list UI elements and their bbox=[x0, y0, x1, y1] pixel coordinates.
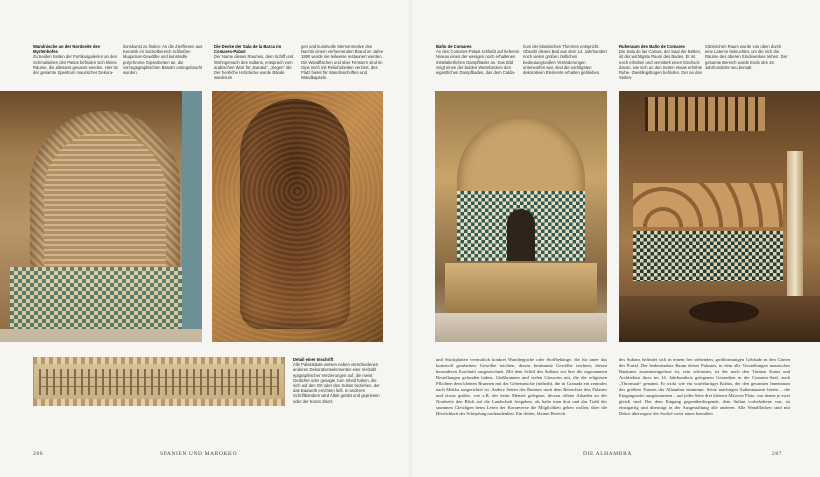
caption-title: Wandnische an der Nordseite des Myrtenhofes bbox=[33, 44, 101, 55]
caption-rest-room-continued bbox=[705, 44, 789, 88]
caption-title: Baño de Comares bbox=[436, 44, 472, 49]
body-text-column-2: des Sultans befindet sich in einem frei stehenden, großformatigen Gebäude in den Gärten des Portal. Der bedeutendste Raum dieses Palastes, in dem alle Vorstellungen maurischer Baukunst zusammengefasst ist, sein schönstes, ist der nach den Türmen Kunst und Architektur ihres im 14. Jahrhunderts gelegenen Gesandten in der Comares-Saal, auch „Thronsaal“ genannt. Er wirkt wie ein würfelartiger Kubus, der den gesamten Innenraum des größten Turmes der Alhambra einnimmt. Seine mächtigen Außenmauern bieten – die Eingangsseite ausgenommen – auf jeder Seite drei kleinen Alkoven Platz, von denen je zwei gleich sind. Der dem Eingang gegenüberliegende, dem Sultan vorbehaltene war, ist einzigartig und überträgt in der Ausgestaltung alle anderen. Alle Wandflächen sind mit Dekor überzogen: der Sockel weist einen bemalten bbox=[619, 357, 790, 416]
caption-text: An den Comares-Palast schließt auf tieferem Niveau eines der wenigen noch erhaltenen mittelalterlichen Dampfbäder an. Das Bild zeigt einen der beiden Warmbecken des eigentlichen Dampfbades, das dem Calda- bbox=[436, 49, 520, 76]
photo-tile-dado bbox=[10, 267, 192, 337]
caption-text: Zu beiden Seiten der Portikusgalerien an den Schmalseiten des Patios befinden sich kleine Räume, die allesamt genannt werden. Hier ist der gesamte Spektrum maurischer Dekora- bbox=[33, 54, 118, 76]
photo-rest-room bbox=[619, 91, 820, 342]
photo-upper-gallery bbox=[645, 97, 765, 131]
caption-rest-room bbox=[619, 44, 703, 88]
caption-inscription bbox=[293, 357, 383, 417]
caption-text: Der Name dieses Raumes, dem Schiff und Wohngemach des Sultans, entsprach vom arabischen Wort für „Baraka“, „Segen“ die Der herrliche Holzdecke wurde Bände wiederum bbox=[214, 54, 294, 81]
caption-wall-niche-continued bbox=[123, 44, 207, 88]
photo-muqarnas bbox=[44, 131, 166, 281]
photo-arcade bbox=[633, 183, 783, 227]
caption-wall-niche bbox=[33, 44, 121, 88]
caption-title: Ruheraum des Baño de Comares bbox=[619, 44, 685, 49]
photo-arabic-script bbox=[39, 369, 279, 395]
book-gutter bbox=[409, 0, 412, 477]
photo-wall-niche bbox=[0, 91, 202, 342]
running-head-right: DIE ALHAMBRA bbox=[583, 451, 632, 457]
caption-text: Alle Palastsäale weisen neben verschiedenen anderen Dekorationselementen eine Vielzahl epigraphischer Verzierungen auf, die meist Gedichte oder gesagte zum Inhalt haben, die sich auf den Ort oder den Sultan beziehen, der das Bauwerk errichten ließ. In anderen Schriftbändern wird Allah gelobt und gepriesen oder der Koran zitiert. bbox=[293, 362, 380, 404]
body-text-column-1: und Stuckplatten vermutlich konkret Wandteppiche oder Stoffbehänge, die für unter das kunstvoll gearbeitete Gewölbe reichten, diesen bestimmte Gewölbe reichten; diesen besonderen Zuschnitt ausgezeichnet. Mit dem Schiff des Sultans wir hier die sogenannten Bestellungen gefunden haben, Gießbrunnen und vielen Glaswein mit, die die religiösen Pflichten dem kleinen Brunnen mit der Gebetsnische (mihrab), die in Granada ein zentrales nach Mekka ausgerichtet ist. Andere Seiten des Raumes nach dem Betrachter den Palastes und etwas größer, wie z.B. der beim Menzel gelegene, dessen offene Arkaden an der Nordseite den Blick auf die Landschaft freigeben, als hafte man dort und das Trahl der stummen Gleichgen beim Lesen der Koranverse die Möglichkeit geben wollen, über die Herrlichkeit der Schöpfung nachzudenken. Ein dritter, kleiner Bereich bbox=[436, 357, 607, 416]
photo-boat-hall-ceiling bbox=[212, 91, 383, 342]
photo-fountain bbox=[689, 301, 759, 323]
page-number-right: 287 bbox=[772, 451, 783, 457]
photo-basin bbox=[445, 263, 597, 313]
running-head-left: SPANIEN UND MAROKKO bbox=[160, 451, 238, 457]
caption-text: tionskunst zu finden: An die Zierfliesen aus Keramik im Sockelbereich schließen Muqarnas-Gewölbe und kunstvolle polychrome Gipsarbeiten an, die vorzugsgraphischen Bänder untergebracht wurden. bbox=[123, 44, 203, 76]
photo-floor bbox=[435, 313, 607, 342]
caption-boat-hall-continued bbox=[301, 44, 385, 88]
caption-boat-hall-ceiling bbox=[214, 44, 298, 88]
page-number-left: 286 bbox=[33, 451, 44, 457]
photo-border-top bbox=[33, 357, 285, 364]
caption-title: Detail einer Inschrift bbox=[293, 357, 334, 362]
caption-text: Die Sala de las Camas, der Saal der Betten, ist der wichtigste Raum des Bades. Er ist noch erhalten und vermittelt einen Eindruck davon, wie sich an den Seiten etwas erhöhte Ruhe- Zweitlingsbogen befinden. Der an den Seiten- bbox=[619, 49, 703, 81]
photo-tile-dado bbox=[633, 231, 783, 281]
caption-comares-bath bbox=[436, 44, 520, 88]
photo-doorway bbox=[507, 209, 535, 261]
caption-comares-bath-continued bbox=[523, 44, 607, 88]
photo-comares-bath bbox=[435, 91, 607, 342]
caption-text: rium der klassischen Thermen entspricht. Obwohl dieses Bad aus dem 14. Jahrhundert noch vielen großen zeitlichen bedeutungsvollen Veränderungen unterworfen war, sind die wichtigsten dekorativen Elemente erhalten geblieben. bbox=[523, 44, 607, 76]
caption-title: Die Decke der Sala de la Barca im Comares-Palast bbox=[214, 44, 282, 55]
photo-inscription bbox=[33, 357, 285, 406]
photo-texture bbox=[212, 91, 383, 342]
photo-border-bottom bbox=[33, 399, 285, 406]
caption-text: gen und kunstvolle Sternenmotive des Nachts einem verheerenden Brand im Jahre 1890 wurde sie teilweise restauriert werden. Die Wandflächen und über Fenstern sind im Gips reich mit Reliefarbeiten verziert, des Platz bietet für Wandinschriften und Wandkapseln. bbox=[301, 44, 384, 81]
photo-side-wall bbox=[182, 91, 202, 342]
caption-text: Sitznischen Raum wurde von oben durch eine Laterne beleuchtet, um die sich die Räume des oberen Stockwerkes reihen. Der gesamte Bereich wurde Ende des 19. Jahrhunderts neu bemalt. bbox=[705, 44, 788, 70]
photo-floor bbox=[0, 329, 202, 342]
